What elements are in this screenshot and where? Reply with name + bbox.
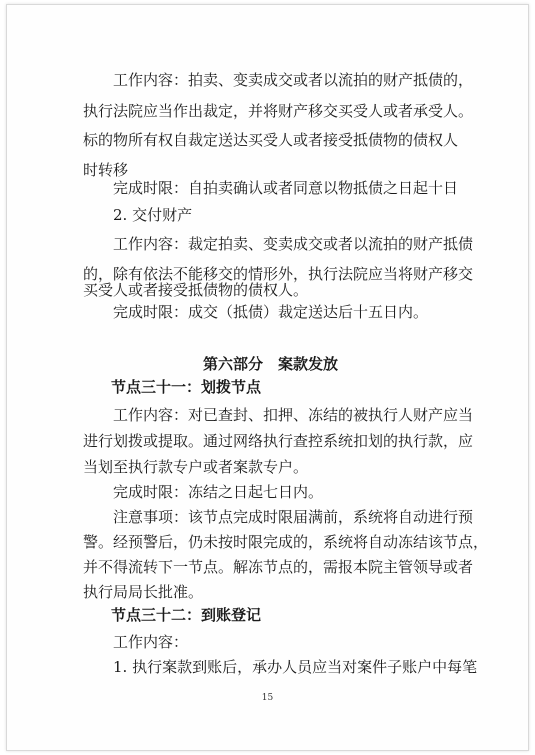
paragraph-line: 完成时限：成交（抵债）裁定送达后十五日内。	[113, 303, 429, 321]
paragraph-line: 并不得流转下一节点。解冻节点的，需报本院主管领导或者	[83, 558, 474, 576]
paragraph-line: 工作内容：裁定拍卖、变卖成交或者以流拍的财产抵债	[113, 235, 474, 253]
paragraph-line: 执行局局长批准。	[83, 583, 204, 601]
paragraph-line: 时转移	[83, 161, 129, 179]
paragraph-line: 进行划拨或提取。通过网络执行查控系统扣划的执行款，应	[83, 432, 474, 450]
paragraph-line: 警。经预警后，仍未按时限完成的，系统将自动冻结该节点，	[83, 533, 489, 551]
paragraph-line: 的，除有依法不能移交的情形外，执行法院应当将财产移交	[83, 265, 474, 283]
list-item-heading: 2. 交付财产	[113, 206, 193, 224]
node-heading: 节点三十一：划拨节点	[111, 378, 262, 396]
paragraph-line: 注意事项：该节点完成时限届满前，系统将自动进行预	[113, 508, 474, 526]
part-heading: 第六部分 案款发放	[203, 355, 339, 373]
paragraph-line: 当划至执行款专户或者案款专户。	[83, 458, 309, 476]
paragraph-line: 标的物所有权自裁定送达买受人或者接受抵债物的债权人	[83, 131, 459, 149]
paragraph-line: 工作内容：拍卖、变卖成交或者以流拍的财产抵债的，	[113, 71, 474, 89]
paragraph-line: 完成时限：自拍卖确认或者同意以物抵债之日起十日	[113, 179, 459, 197]
page-number: 15	[261, 693, 274, 703]
paragraph-line: 完成时限：冻结之日起七日内。	[113, 483, 324, 501]
paragraph-line: 工作内容：	[113, 633, 189, 651]
paragraph-line: 1. 执行案款到账后，承办人员应当对案件子账户中每笔	[113, 658, 478, 676]
paragraph-line: 买受人或者接受抵债物的债权人。	[83, 281, 309, 299]
paragraph-line: 执行法院应当作出裁定，并将财产移交买受人或者承受人。	[83, 102, 474, 120]
paragraph-line: 工作内容：对已查封、扣押、冻结的被执行人财产应当	[113, 406, 474, 424]
node-heading: 节点三十二：到账登记	[111, 606, 262, 624]
